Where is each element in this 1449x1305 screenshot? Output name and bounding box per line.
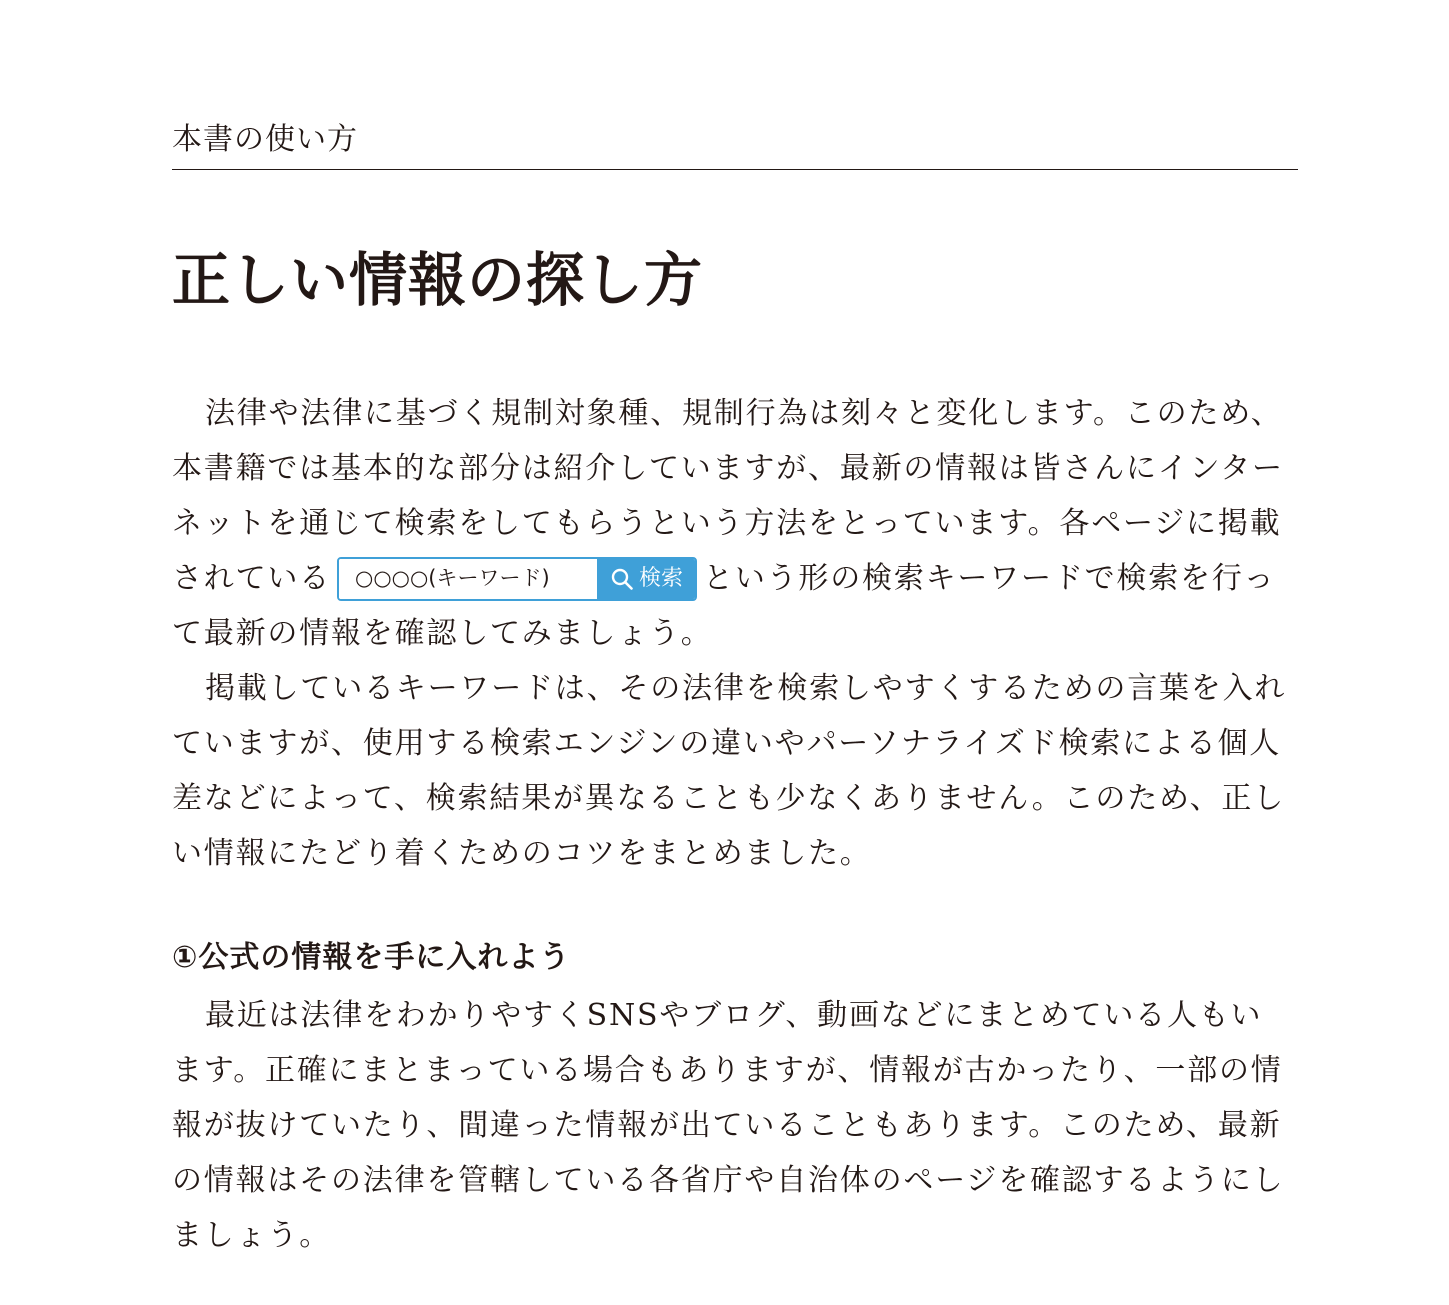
text-line: 掲載しているキーワードは、その法律を検索しやすくするための言葉を入れ [205,671,1287,706]
section-label: 本書の使い方 [172,122,358,157]
page-title: 正しい情報の探し方 [172,246,704,314]
text-line: 本書籍では基本的な部分は紹介していますが、最新の情報は皆さんにインター [172,451,1284,486]
text-line: の情報はその法律を管轄している各省庁や自治体のページを確認するようにし [172,1163,1285,1198]
text-line: 最近は法律をわかりやすくSNSやブログ、動画などにまとめている人もい [205,998,1263,1033]
search-icon [611,568,633,590]
intro-text [172,386,1298,881]
section1-text [172,988,1298,1263]
search-keyword-field: ○○○○(キーワード) [339,559,597,599]
text-line: ていますが、使用する検索エンジンの違いやパーソナライズド検索による個人 [172,726,1282,761]
text-line: 報が抜けていたり、間違った情報が出ていることもあります。このため、最新 [172,1108,1282,1143]
search-button [597,559,695,599]
text-line: ネットを通じて検索をしてもらうという方法をとっています。各ページに掲載 [172,506,1282,541]
text-line-with-search-example [172,551,1298,606]
text-line: て最新の情報を確認してみましょう。 [172,616,713,651]
text-line: ましょう。 [172,1218,331,1253]
header-divider [172,169,1298,170]
search-button-label: 検索 [639,566,684,591]
text-line: 差などによって、検索結果が異なることも少なくありません。このため、正し [172,781,1285,816]
search-box-example [337,557,697,601]
text-segment: という形の検索キーワードで検索を行っ [703,561,1276,596]
text-line: ます。正確にまとまっている場合もありますが、情報が古かったり、一部の情 [172,1053,1283,1088]
text-line: い情報にたどり着くためのコツをまとめました。 [172,836,872,871]
section-heading: ①公式の情報を手に入れよう [172,940,571,975]
text-line: 法律や法律に基づく規制対象種、規制行為は刻々と変化します。このため、 [205,396,1283,431]
text-segment: されている [172,561,331,596]
